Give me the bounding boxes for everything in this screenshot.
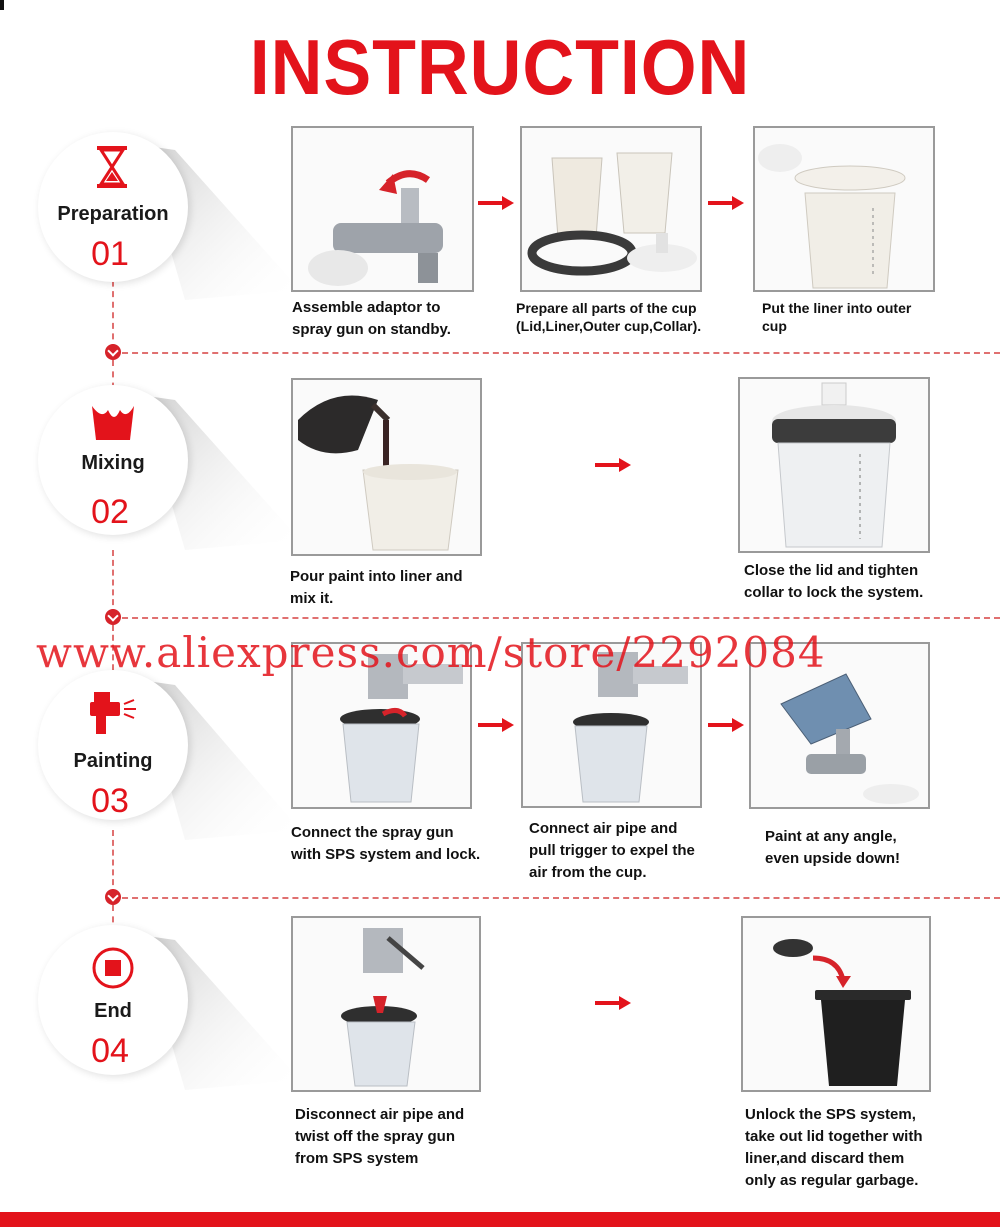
stage-name: Mixing [81, 452, 145, 474]
paint-bucket-icon [90, 402, 136, 442]
arrow-right-icon [478, 196, 514, 210]
arrow-right-icon [595, 996, 631, 1010]
step-caption: Disconnect air pipe and twist off the spray gun from SPS system [295, 1106, 465, 1167]
step-photo-lid-collar-locked [738, 377, 930, 553]
step-caption: Paint at any angle, even upside down! [765, 828, 901, 867]
stage-number: 03 [91, 782, 129, 820]
step-caption: Connect air pipe and pull trigger to expel the air from the cup. [529, 820, 695, 881]
arrow-right-icon [708, 718, 744, 732]
stage-name: Painting [73, 750, 153, 772]
spray-gun-icon [88, 690, 142, 736]
stage-number: 02 [91, 493, 129, 531]
bottom-bar [0, 1212, 1000, 1227]
step-caption: Put the liner into outer cup [762, 300, 912, 334]
stop-icon [91, 946, 135, 990]
step-caption: Assemble adaptor to spray gun on standby. [292, 299, 451, 338]
store-watermark: www.aliexpress.com/store/2292084 [36, 628, 826, 677]
hourglass-icon [95, 145, 129, 189]
arrow-right-icon [595, 458, 631, 472]
step-caption: Prepare all parts of the cup (Lid,Liner,Outer cup,Collar). [516, 300, 702, 334]
step-photo-spray-gun-adaptor [291, 126, 474, 292]
step-photo-liner-into-cup [753, 126, 935, 292]
step-photo-discard-garbage [741, 916, 931, 1092]
stage-number: 01 [91, 235, 129, 273]
step-caption: Close the lid and tighten collar to lock the system. [744, 562, 924, 601]
step-caption: Connect the spray gun with SPS system and lock. [291, 824, 481, 863]
step-caption: Unlock the SPS system, take out lid together with liner,and discard them only as regular garbage. [745, 1106, 923, 1189]
step-photo-pour-paint [291, 378, 482, 556]
stage-name: Preparation [57, 203, 169, 225]
stage-name: End [94, 1000, 132, 1022]
stage-number: 04 [91, 1032, 129, 1070]
step-photo-twist-off-gun [291, 916, 481, 1092]
arrow-right-icon [708, 196, 744, 210]
arrow-right-icon [478, 718, 514, 732]
step-photo-cup-parts [520, 126, 702, 292]
page-title: INSTRUCTION [249, 23, 751, 111]
step-caption: Pour paint into liner and mix it. [290, 568, 463, 607]
